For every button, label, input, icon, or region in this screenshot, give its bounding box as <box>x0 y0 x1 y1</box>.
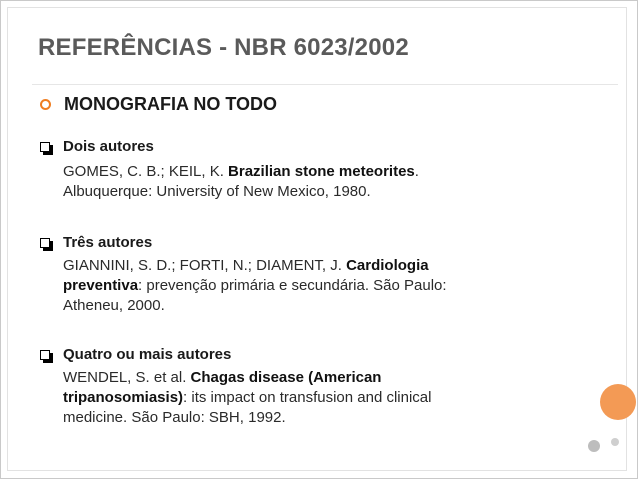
reference-line <box>63 408 431 428</box>
reference-text-run: : its impact on transfusion and clinical <box>183 389 432 406</box>
reference-line <box>63 256 447 276</box>
subsection-label: Dois autores <box>63 138 154 155</box>
reference-text-run: Atheneu, 2000. <box>63 297 165 314</box>
section-heading: MONOGRAFIA NO TODO <box>64 94 277 114</box>
square-bullet-icon <box>43 241 53 251</box>
square-bullet-icon <box>43 145 53 155</box>
subsection-label: Quatro ou mais autores <box>63 346 232 363</box>
decorative-gray-circle <box>611 438 619 446</box>
reference-line <box>63 276 447 296</box>
reference-title-run: Chagas disease (American <box>190 369 382 386</box>
reference-text <box>63 162 419 202</box>
title-divider <box>32 84 618 85</box>
reference-text <box>63 256 447 316</box>
reference-text-run: medicine. São Paulo: SBH, 1992. <box>63 409 286 426</box>
reference-text-run: GOMES, C. B.; KEIL, K. <box>63 163 229 180</box>
circle-bullet-icon <box>40 99 51 110</box>
reference-line <box>63 388 431 408</box>
decorative-gray-circle <box>588 440 600 452</box>
reference-title-run: Cardiologia <box>346 257 429 274</box>
reference-text-run: GIANNINI, S. D.; FORTI, N.; DIAMENT, J. <box>63 257 347 274</box>
reference-text-run: WENDEL, S. et al. <box>63 369 191 386</box>
reference-title-run: preventiva <box>63 277 139 294</box>
decorative-orange-circle <box>600 384 636 420</box>
square-bullet-icon <box>43 353 53 363</box>
reference-text <box>63 368 431 428</box>
reference-text-run: : prevenção primária e secundária. São Paulo: <box>138 277 447 294</box>
reference-text-run: . <box>414 163 419 180</box>
subsection-label: Três autores <box>63 234 153 251</box>
reference-line <box>63 182 419 202</box>
reference-line <box>63 368 431 388</box>
reference-title-run: Brazilian stone meteorites <box>228 163 415 180</box>
reference-title-run: tripanosomiasis) <box>63 389 184 406</box>
reference-line <box>63 296 447 316</box>
slide-title: REFERÊNCIAS - NBR 6023/2002 <box>38 34 409 61</box>
reference-text-run: Albuquerque: University of New Mexico, 1980. <box>63 183 371 200</box>
reference-line <box>63 162 419 182</box>
